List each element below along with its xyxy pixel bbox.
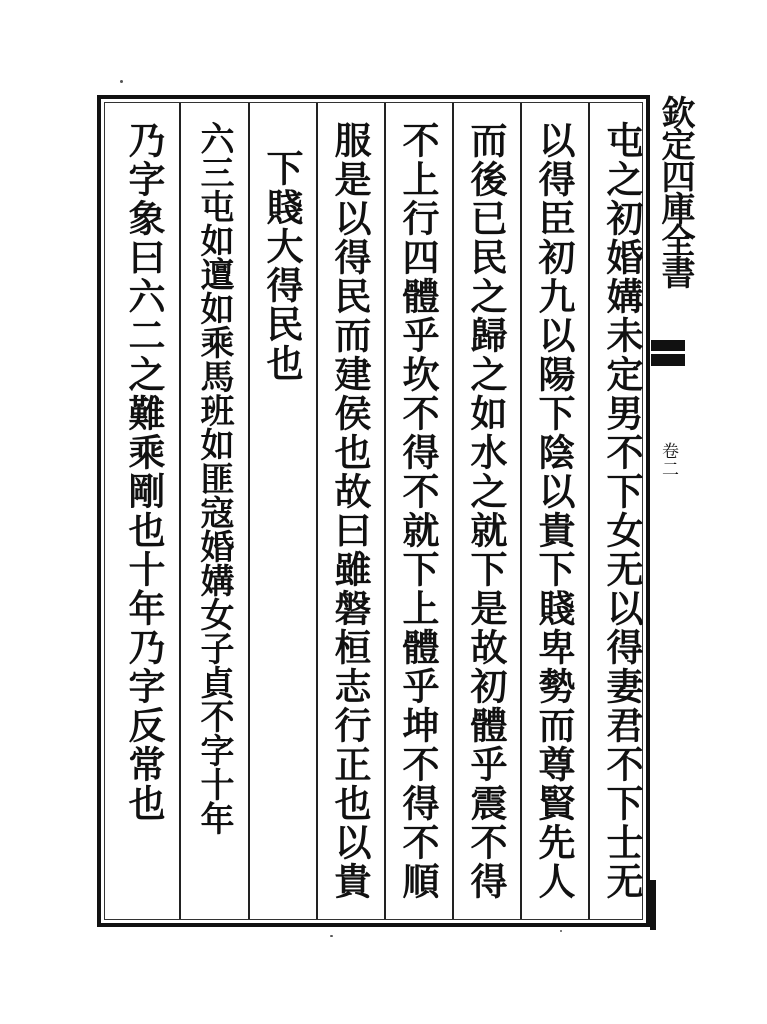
column-text: 而後已民之歸之如水之就下是故初體乎震不得 — [464, 121, 508, 901]
column-rule — [588, 103, 590, 919]
column-rule — [248, 103, 250, 919]
book-title: 欽定四庫全書 — [655, 95, 695, 287]
text-column-5 — [319, 99, 381, 931]
text-column-6 — [251, 99, 313, 931]
text-column-8 — [113, 99, 175, 931]
column-rule — [520, 103, 522, 919]
column-text: 六三屯如邅如乘馬班如匪寇婚媾女子貞不字十年 — [194, 121, 234, 835]
column-text: 乃字象曰六二之難乘剛也十年乃字反常也 — [122, 121, 166, 823]
frame-edge-mark — [650, 880, 656, 930]
fishtail-mark — [651, 340, 685, 366]
column-rule — [179, 103, 181, 919]
paper-speck — [330, 935, 333, 937]
text-column-3 — [455, 99, 517, 931]
text-column-4 — [387, 99, 449, 931]
column-text: 以得臣初九以陽下陰以貴下賤卑勢而尊賢先人 — [532, 121, 576, 901]
column-rule — [316, 103, 318, 919]
paper-speck — [120, 80, 123, 83]
text-column-2 — [523, 99, 585, 931]
text-frame — [97, 95, 650, 927]
paper-speck — [560, 930, 562, 932]
column-text: 服是以得民而建侯也故曰雖磐桓志行正也以貴 — [328, 121, 372, 901]
column-text: 屯之初婚媾未定男不下女无以得妻君不下士无 — [600, 121, 644, 901]
column-text: 下賤大得民也 — [260, 149, 304, 383]
fascicle-label: 卷二 — [658, 442, 678, 478]
column-rule — [384, 103, 386, 919]
column-rule — [452, 103, 454, 919]
column-text: 不上行四體乎坎不得不就下上體乎坤不得不順 — [396, 121, 440, 901]
text-column-1 — [591, 99, 653, 931]
text-column-7 — [183, 99, 245, 931]
